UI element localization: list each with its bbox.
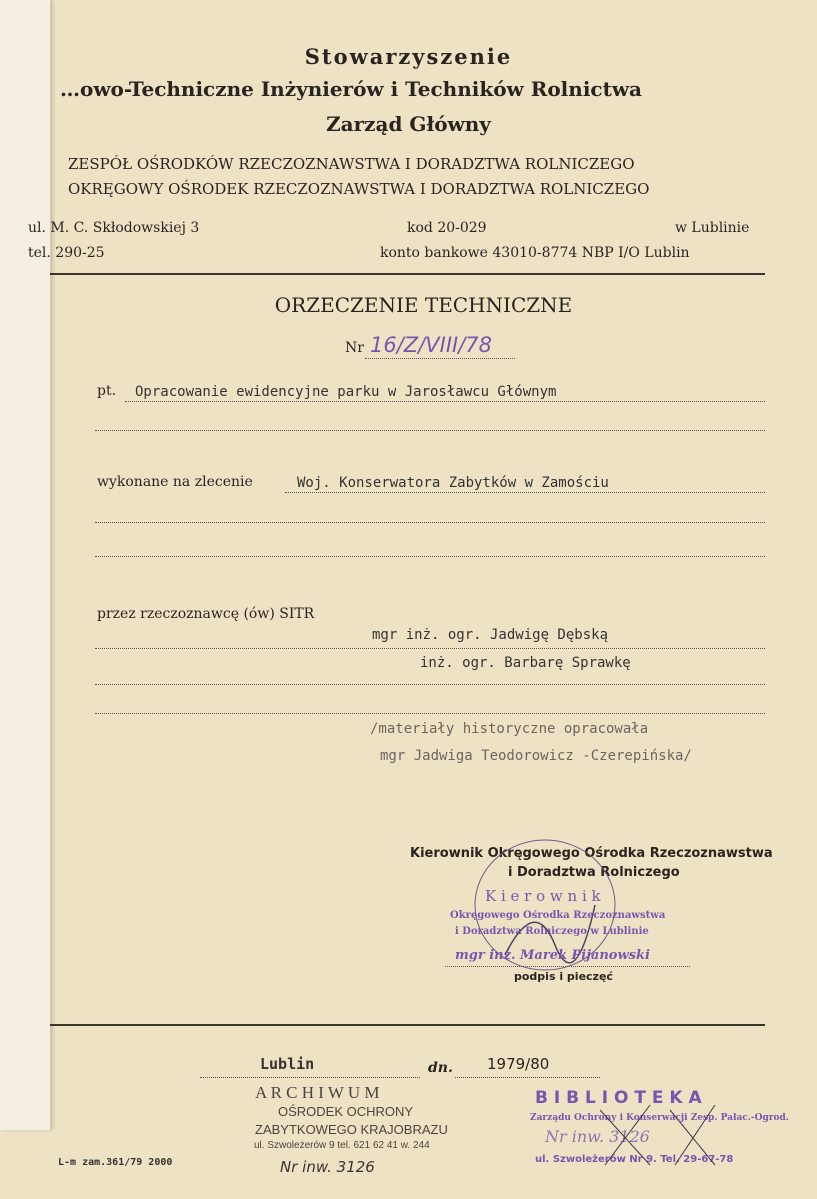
- order-value: Woj. Konserwatora Zabytków w Zamościu: [297, 475, 609, 491]
- org-sub2: OKRĘGOWY OŚRODEK RZECZOZNAWSTWA I DORADZTWA ROLNICZEGO: [68, 180, 650, 198]
- date-label: dn.: [428, 1060, 453, 1076]
- address: ul. M. C. Skłodowskiej 3: [28, 220, 200, 236]
- signatory-name: mgr inż. Marek Pijanowski: [455, 948, 650, 963]
- postcode: kod 20-029: [407, 220, 487, 236]
- org-full-name: …owo-Techniczne Inżynierów i Techników Rolnictwa: [60, 77, 643, 101]
- note-line-2: mgr Jadwiga Teodorowicz -Czerepińska/: [380, 748, 692, 764]
- org-name: Stowarzyszenie: [304, 44, 513, 69]
- signatory-title: Kierownik Okręgowego Ośrodka Rzeczoznawstwa: [410, 846, 773, 861]
- city: w Lublinie: [675, 220, 750, 236]
- document-title: ORZECZENIE TECHNICZNE: [274, 293, 573, 317]
- place: Lublin: [260, 1055, 315, 1073]
- stamp-line-2: Okręgowego Ośrodka Rzeczoznawstwa: [450, 910, 666, 921]
- stamp-line-3: i Doradztwa Rolniczego w Lublinie: [455, 926, 649, 937]
- stamp-line-1: K i e r o w n i k: [485, 887, 601, 905]
- phone: tel. 290-25: [28, 245, 105, 261]
- inventory-number: Nr inw. 3126: [280, 1158, 375, 1176]
- archive-stamp-title: A R C H I W U M: [255, 1083, 380, 1102]
- number-label: Nr: [345, 340, 364, 356]
- bank-account: konto bankowe 43010-8774 NBP I/O Lublin: [380, 245, 690, 261]
- expert-2: inż. ogr. Barbarę Sprawkę: [420, 655, 631, 671]
- underlying-page-edge: [0, 0, 51, 1130]
- pt-value: Opracowanie ewidencyjne parku w Jarosławcu Głównym: [135, 384, 557, 400]
- org-sub1: ZESPÓŁ OŚRODKÓW RZECZOZNAWSTWA I DORADZTWA ROLNICZEGO: [68, 155, 635, 173]
- header-divider: [50, 273, 765, 275]
- note-line-1: /materiały historyczne opracowała: [370, 721, 649, 737]
- order-label: wykonane na zlecenie: [97, 474, 253, 490]
- archive-stamp-line-2: OŚRODEK OCHRONY: [278, 1104, 414, 1119]
- cross-out-marks: [590, 1100, 730, 1170]
- org-board: Zarząd Główny: [326, 112, 491, 136]
- archive-stamp-line-3: ZABYTKOWEGO KRAJOBRAZU: [255, 1122, 448, 1137]
- experts-label: przez rzeczoznawcę (ów) SITR: [97, 606, 315, 622]
- pt-label: pt.: [97, 383, 117, 399]
- archive-stamp-line-4: ul. Szwoleżerów 9 tel. 621 62 41 w. 244: [254, 1140, 430, 1151]
- signature-caption: podpis i pieczęć: [514, 970, 613, 983]
- library-inventory: Nr inw. 3126: [545, 1127, 650, 1146]
- date: 1979/80: [487, 1055, 550, 1073]
- footer-divider: [50, 1024, 765, 1026]
- library-stamp-line-2: Zarządu Ochrony i Konserwacji Zesp. Pałac.-Ogrod.: [530, 1113, 789, 1123]
- document-number: 16/Z/VIII/78: [370, 333, 493, 357]
- expert-1: mgr inż. ogr. Jadwigę Dębską: [372, 627, 609, 643]
- library-stamp-line-4: ul. Szwoleżerów Nr 9. Tel. 29-67-78: [535, 1154, 734, 1165]
- signatory-title-2: i Doradztwa Rolniczego: [508, 865, 680, 880]
- print-code: L-m zam.361/79 2000: [58, 1157, 173, 1168]
- library-stamp-title: B I B L I O T E K A: [535, 1088, 702, 1108]
